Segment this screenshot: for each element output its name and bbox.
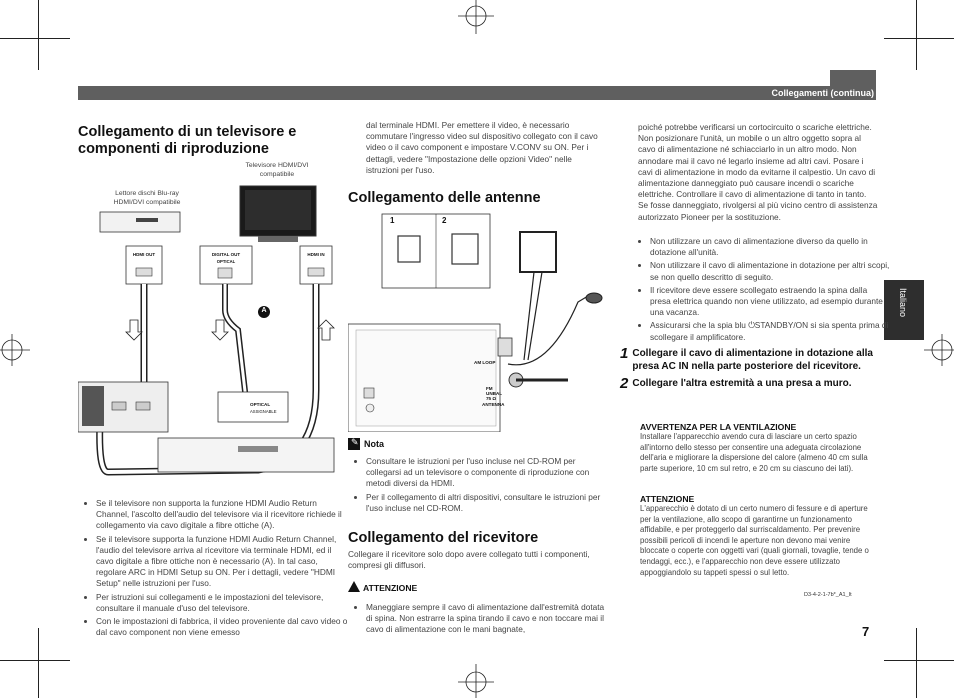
list-item: • Se il televisore supporta la funzione HDMI Audio Return Channel, l'audio del televisore arriva al ricevitore via terminale HDMI, ed il cavo digitale a fibre ottiche non è necessario (A). In tal caso, regolare ARC in HDMI Setup su ON. Per i dettagli, vedere "HDMI Setup" nelle istruzioni per l'uso.	[96, 534, 350, 590]
ventilation-text: Installare l'apparecchio avendo cura di lasciare un certo spazio all'intorno dello stesso per consentire una adeguata circolazione dell'aria e migliorare la dispersione del calore (almeno 40 cm sulla parte superiore, 10 cm sul retro, e 20 cm su ciascuno dei lati).	[640, 432, 868, 473]
language-tab	[884, 280, 924, 340]
list-item: • Il ricevitore deve essere scollegato estraendo la spina dalla presa elettrica quando non viene utilizzato, ad esempio durante una vacanza.	[650, 285, 890, 319]
step-text: Collegare l'altra estremità a una presa a muro.	[632, 378, 852, 389]
nota-heading	[348, 438, 608, 450]
digital-out-label: DIGITAL OUT	[211, 252, 241, 257]
hdmi-out-label: HDMI OUT	[132, 252, 156, 257]
tv-label: Televisore HDMI/DVI compatibile	[245, 162, 309, 178]
tv-notes-list	[84, 498, 350, 640]
list-item: • Con le impostazioni di fabbrica, il video proveniente dal cavo video o dal cavo component non viene emesso	[96, 616, 350, 638]
attention-title: ATTENZIONE	[363, 583, 418, 593]
list-item: • Per istruzioni sui collegamenti e le impostazioni del televisore, consultare il manuale d'uso del televisore.	[96, 592, 350, 614]
antenna-step-2: 2	[442, 216, 447, 225]
crop-mark	[0, 38, 70, 39]
bluray-label: Lettore dischi Blu-ray HDMI/DVI compatibile	[113, 190, 181, 206]
am-loop-label: AM LOOP	[474, 360, 496, 365]
step-list	[620, 347, 878, 390]
section-title-tv: Collegamento di un televisore e componenti di riproduzione	[78, 124, 297, 157]
section-title-antenna: Collegamento delle antenne	[348, 190, 541, 206]
nota-list	[348, 456, 608, 514]
step-number: 1	[620, 345, 629, 362]
step-text: Collegare il cavo di alimentazione in dotazione alla presa AC IN nella parte posteriore del ricevitore.	[632, 348, 873, 372]
step-number: 2	[620, 375, 629, 392]
crop-mark	[916, 0, 917, 70]
registration-mark-left	[0, 330, 30, 370]
receiver-assignable-label: ASSIGNABLE	[250, 409, 277, 414]
header-tab	[830, 70, 876, 86]
antenna-step-1: 1	[390, 216, 395, 225]
step-item	[620, 347, 878, 373]
col3-continued-text: poiché potrebbe verificarsi un cortocircuito o scariche elettriche. Non posizionare l'unità, un mobile o un altro oggetto sopra al cavo di alimentazione né schiacciarlo in un altro modo. Non annodare mai il cavo né legarlo insieme ad altri cavi. Posare i cavi di alimentazione in modo da evitarne il calpestio. Un cavo di alimentazione danneggiato può causare incendi o scariche elettriche. Controllare il cavo di alimentazione di tanto in tanto. Se fosse danneggiato, rivolgersi al più vicino centro di assistenza autorizzato Pioneer per la sostituzione.	[638, 122, 878, 222]
crop-mark	[0, 660, 70, 661]
document-code: D3-4-2-1-7b*_A1_It	[804, 592, 852, 598]
marker-a: A	[261, 307, 267, 314]
list-item: • Se il televisore non supporta la funzione HDMI Audio Return Channel, l'ascolto dell'audio del televisore via il ricevitore richiede il collegamento via cavo digitale a fibre ottiche (A).	[96, 498, 350, 532]
warning-icon	[348, 581, 360, 592]
optical-label: OPTICAL	[216, 259, 236, 264]
header-bar	[78, 86, 876, 100]
attention-ventilation	[640, 494, 878, 578]
attention-title-2: ATTENZIONE	[640, 494, 695, 504]
page-number: 7	[862, 624, 870, 639]
pencil-icon: ✎	[348, 438, 360, 450]
step-item	[620, 377, 878, 390]
registration-mark-top	[456, 0, 496, 34]
crop-mark	[916, 628, 917, 698]
tv-connection-diagram	[78, 160, 338, 490]
crop-mark	[884, 660, 954, 661]
registration-mark-bottom	[456, 664, 496, 698]
crop-mark	[38, 628, 39, 698]
antenna-label: ANTENNA	[482, 402, 505, 407]
crop-mark	[884, 38, 954, 39]
nota-title: Nota	[364, 439, 384, 449]
hdmi-in-label: HDMI IN	[307, 252, 325, 257]
section-title-receiver: Collegamento del ricevitore	[348, 530, 539, 546]
ventilation-title: AVVERTENZA PER LA VENTILAZIONE	[640, 422, 797, 432]
attention-list	[348, 602, 608, 636]
list-item: • Assicurarsi che la spia blu ⏻STANDBY/ON si sia spenta prima di scollegare il amplificatore.	[650, 320, 890, 342]
receiver-optical-label: OPTICAL	[250, 402, 271, 407]
list-item: • Consultare le istruzioni per l'uso incluse nel CD-ROM per collegarsi ad un televisore o componente di riproduzione con metodi diversi da HDMI.	[366, 456, 608, 490]
antenna-diagram	[348, 212, 606, 432]
list-item: • Non utilizzare il cavo di alimentazione in dotazione per altri scopi, se non quello descritto di seguito.	[650, 260, 890, 282]
registration-mark-right	[924, 330, 954, 370]
receiver-intro: Collegare il ricevitore solo dopo avere collegato tutti i componenti, compresi gli diffusori.	[348, 549, 590, 571]
attention-text-2: L'apparecchio è dotato di un certo numero di fessure e di aperture per la ventilazione, allo scopo di garantirne un funzionamento affidabile, e per proteggerlo dal surriscaldamento. Per prevenire possibili pericoli di incendi le aperture non devono mai venire bloccate o coperte con oggetti vari (quali giornali, tovaglie, tende o tendaggi, ecc.), e l'apparecchio non deve essere utilizzato appoggiandolo su tappeti spessi o sul letto.	[640, 504, 869, 577]
list-item: • Non utilizzare un cavo di alimentazione diverso da quello in dotazione all'unità.	[650, 236, 890, 258]
crop-mark	[38, 0, 39, 70]
header-section-title: Collegamenti (continua)	[771, 88, 874, 98]
attention-heading	[348, 578, 608, 596]
list-item: • Maneggiare sempre il cavo di alimentazione dall'estremità dotata di spina. Non estrarre la spina tirando il cavo e non toccare mai il cavo di alimentazione con le mani bagnate,	[366, 602, 608, 636]
power-notes-list	[638, 236, 890, 345]
nota-block	[348, 438, 608, 516]
col2-continued-text: dal terminale HDMI. Per emettere il video, è necessario commutare l'ingresso video sul dispositivo collegato con il cavo video o il cavo component e impostare V.CONV su ON. Per i dettagli, vedere "Impostazione delle opzioni Video" nelle istruzioni per l'uso.	[366, 120, 598, 175]
ventilation-warning	[640, 422, 878, 474]
language-tab-label: Italiano	[898, 288, 908, 318]
fm-unbal-label: FM UNBAL 75 Ω	[486, 386, 502, 401]
attention-block	[348, 578, 608, 638]
list-item: • Per il collegamento di altri dispositivi, consultare le istruzioni per l'uso incluse nel CD-ROM.	[366, 492, 608, 514]
